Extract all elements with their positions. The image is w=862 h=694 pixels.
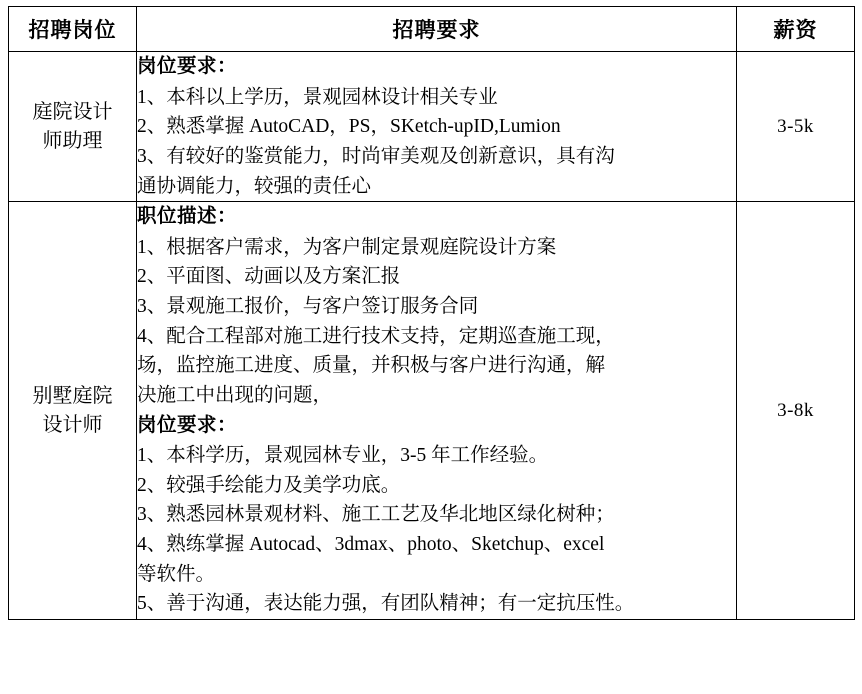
table-header-row [9, 7, 855, 52]
table-header [9, 7, 855, 52]
column-header-requirement: 招聘要求 [137, 7, 737, 52]
job-post-name-line: 庭院设计 [32, 100, 113, 123]
requirement-line: 决施工中出现的问题， [137, 384, 333, 406]
requirement-line: 3、景观施工报价，与客户签订服务合同 [137, 296, 479, 317]
job-requirement [137, 202, 737, 620]
requirement-line: 通协调能力，较强的责任心 [137, 175, 372, 197]
table-row [9, 202, 855, 620]
requirement-line: 1、根据客户需求，为客户制定景观庭院设计方案 [137, 236, 557, 258]
requirement-section-heading: 岗位要求： [137, 414, 238, 436]
requirement-line: 等软件。 [137, 563, 216, 585]
job-requirement [137, 52, 737, 202]
requirement-line: 4、配合工程部对施工进行技术支持，定期巡查施工现， [137, 325, 615, 347]
requirement-section-heading: 岗位要求： [137, 56, 238, 77]
recruitment-table [8, 6, 855, 620]
requirement-line: 2、平面图、动画以及方案汇报 [137, 266, 401, 288]
job-post-name [9, 202, 137, 620]
column-header-post: 招聘岗位 [9, 7, 137, 52]
requirement-line: 2、较强手绘能力及美学功底。 [137, 474, 401, 496]
job-salary: 3-8k [737, 202, 855, 620]
requirement-line: 3、有较好的鉴赏能力，时尚审美观及创新意识，具有沟 [137, 145, 615, 167]
job-post-name-line: 设计师 [42, 413, 103, 436]
job-post-name [9, 52, 137, 202]
requirement-line: 1、本科以上学历，景观园林设计相关专业 [137, 86, 498, 108]
requirement-section-heading: 职位描述： [137, 206, 238, 228]
column-header-salary: 薪资 [737, 7, 855, 52]
requirement-line: 3、熟悉园林景观材料、施工工艺及华北地区绿化树种； [137, 504, 615, 526]
requirement-line: 场，监控施工进度、质量，并积极与客户进行沟通，解 [137, 355, 606, 377]
job-salary: 3-5k [737, 52, 855, 202]
requirement-line: 2、熟悉掌握 AutoCAD，PS，SKetch-upID,Lumion [137, 116, 561, 138]
job-post-name-line: 师助理 [42, 129, 103, 152]
table-row [9, 52, 855, 202]
job-post-name-line: 别墅庭院 [32, 384, 113, 407]
requirement-line: 1、本科学历，景观园林专业，3-5 年工作经验。 [137, 445, 549, 467]
requirement-line: 4、熟练掌握 Autocad、3dmax、photo、Sketchup、excel [137, 534, 605, 555]
requirement-line: 5、善于沟通，表达能力强，有团队精神；有一定抗压性。 [137, 593, 635, 615]
table-body [9, 52, 855, 620]
